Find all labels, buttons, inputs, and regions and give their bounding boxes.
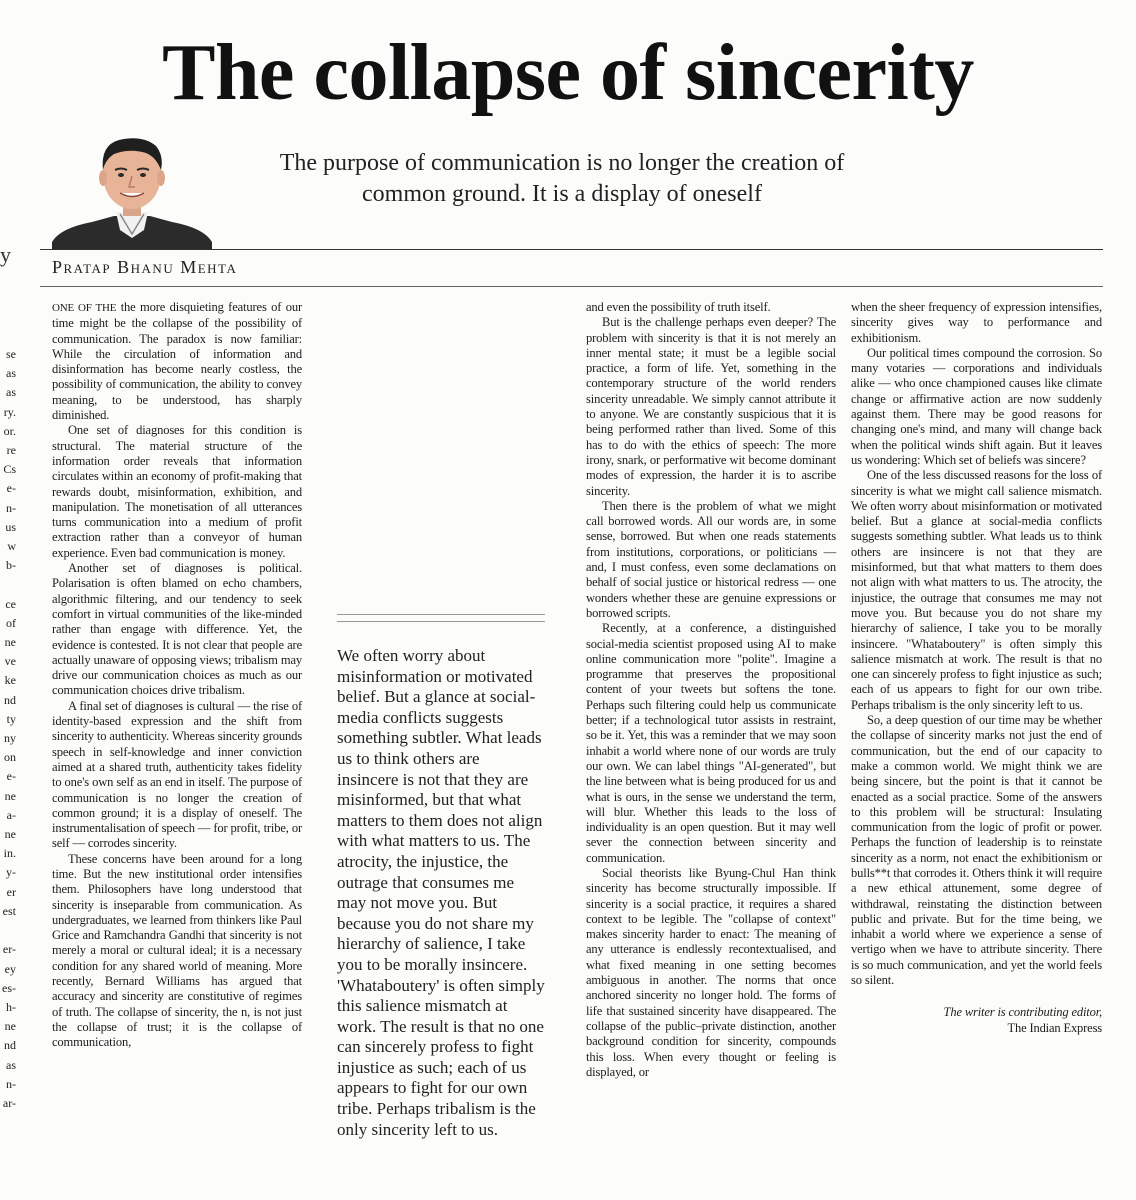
edge-fragment: nd [4, 692, 16, 707]
body-paragraph: Recently, at a conference, a distinguished social-media scientist proposed using AI to make online communication more "polite". Imagine a programme that preserves the propositional content of your tweets but softens the tone. Perhaps such filtering could help us communicate better; if a technological tutor assists in restraint, so be it. Yet, this was a reminder that we may soon inhabit a world where none of our words are truly our own. We can label things "AI-generated", but the line between what is being produced for us and what is ours, in the sense we understand the term, will blur. Whether this leads to the loss of individuality is an open question. But it may well sever the connection between sincerity and communication. [586, 621, 836, 865]
edge-fragment: ce [5, 596, 16, 611]
author-portrait [52, 130, 212, 250]
edge-fragment: re [6, 443, 16, 458]
edge-glyph: y [0, 242, 11, 267]
body-column-4 [851, 300, 1102, 1036]
body-paragraph: One set of diagnoses for this condition is structural. The material structure of the information order reveals that information circulates within an economy of profit-making that rewards doubt, misinformation, exhibition, and manipulation. The monetisation of all utterances turns communication into a medium of profit extraction rather than a conveyor of human experience. Even bad communication is money. [52, 423, 302, 560]
body-paragraph: So, a deep question of our time may be whether the collapse of sincerity marks not just the end of communication, but the end of our capacity to make a common world. We might think we are being sincere, but the point is that it cannot be enacted as a social practice. Some of the answers to this problem will be structural: Insulating communication from the logic of profit or power. Perhaps the function of leadership is to reinstate sincerity as a norm, not enact the exhibitionism or bulls**t that corrodes it. Others think it will require a new ethical attunement, some degree of withdrawal, reinstating the distinction between public and private. But for the time being, we inhabit a world where we experience a sense of vertigo when we have to attribute sincerity. There is so much communication, and yet the world feels so silent. [851, 713, 1102, 988]
body-paragraph: Our political times compound the corrosion. So many votaries — corporations and individuals alike — who once championed causes like climate change or affirmative action are now suddenly against them. There may be good reasons for changing one's mind, and many will change back when the political winds shift again. But it leaves us wondering: Which set of beliefs was sincere? [851, 345, 1102, 467]
edge-fragment: h- [6, 999, 16, 1014]
edge-fragment: ne [4, 788, 16, 803]
edge-fragment: or. [3, 423, 16, 438]
adjacent-column-fragment [0, 345, 16, 1113]
byline: Pratap Bhanu Mehta [52, 257, 238, 277]
body-paragraph: One of the less discussed reasons for the loss of sincerity is what we might call salience mismatch. We often worry about misinformation or motivated belief. But a glance at social-media conflicts suggests something subtler. What leads us to think others are insincere is not that they are misinformed, but that what matters to them does not align with what matters to us. The atrocity, the injustice, the outrage that consumes me may not move you. But because you do not share my hierarchy of salience, I take you to be morally insincere. "Whataboutery" is often simply this salience mismatch at work. The result is that no one can sincerely profess to fight injustice as such; each of us appears to fight for our own tribe. Perhaps tribalism is the only sincerity left to us. [851, 468, 1102, 712]
edge-fragment: as [6, 366, 16, 381]
headline: The collapse of sincerity [162, 29, 974, 117]
body-paragraph: when the sheer frequency of expression intensifies, sincerity gives way to performance and exhibitionism. [851, 300, 1102, 345]
strapline: The purpose of communication is no longer the creation of common ground. It is a display of oneself [279, 150, 845, 207]
edge-fragment: est [2, 903, 16, 918]
pullquote-rule [337, 614, 545, 622]
edge-fragment: nd [4, 1038, 16, 1053]
body-column-3 [586, 300, 836, 1080]
edge-fragment: as [6, 385, 16, 400]
body-column-1 [52, 300, 302, 1051]
edge-fragment: b- [6, 558, 16, 573]
edge-fragment: ar- [2, 1095, 16, 1110]
edge-fragment: ve [4, 654, 16, 669]
edge-fragment: n- [6, 500, 16, 515]
edge-fragment: w [7, 539, 16, 554]
edge-fragment: Cs [3, 462, 16, 477]
edge-fragment: ne [4, 827, 16, 842]
header-rule [40, 249, 1103, 250]
edge-fragment: ty [6, 711, 16, 726]
edge-fragment [0, 921, 16, 940]
body-paragraph [52, 300, 302, 423]
body-paragraph: Social theorists like Byung-Chul Han think sincerity has become structurally impossible. If sincerity is a social practice, it requires a shared context to be legible. The "collapse of context" makes sincerity harder to enact: The meaning of any utterance is endlessly recontextualised, and what fixed meaning in one setting becomes ambiguous in another. The norms that once anchored sincerity no longer hold. The forms of life that sustained sincerity have disappeared. The collapse of the public–private distinction, another background condition for sincerity, compounds this loss. When every thought or feeling is displayed, or [586, 865, 836, 1079]
edge-fragment: ry. [3, 404, 16, 419]
credit-role: The writer is contributing editor, [943, 1005, 1102, 1020]
edge-fragment: ne [4, 635, 16, 650]
edge-fragment: of [6, 615, 16, 630]
edge-fragment: us [5, 519, 16, 534]
edge-fragment: n- [6, 1076, 16, 1091]
edge-fragment: ne [4, 1019, 16, 1034]
edge-fragment: a- [6, 807, 16, 822]
edge-fragment: y- [6, 865, 16, 880]
pullquote: We often worry about misinformation or motivated belief. But a glance at social-media conflicts suggests something subtler. What leads us to think others are insincere is not that they are misinformed, but that what matters to them does not align with what matters to us. The atrocity, the injustice, the outrage that consumes me may not move you. But because you do not share my hierarchy of salience, I take you to be morally insincere. 'Whataboutery' is often simply this salience mismatch at work. The result is that no one can sincerely profess to fight injustice as such; each of us appears to fight for our own tribe. Perhaps tribalism is the only sincerity left to us. [337, 646, 545, 1139]
edge-fragment: in. [3, 846, 16, 861]
edge-fragment: ke [4, 673, 16, 688]
credit-outlet: The Indian Express [1007, 1021, 1102, 1036]
edge-fragment: es- [2, 980, 16, 995]
body-text: the more disquieting features of our time might be the collapse of the possibility of communication. The paradox is now familiar: While the circulation of information and disinformation has become nearly costless, the possibility of communication, the ability to convey meaning, to be understood, has sharply diminished. [52, 300, 302, 423]
body-paragraph: and even the possibility of truth itself. [586, 300, 771, 314]
edge-fragment: on [4, 750, 16, 765]
edge-fragment: se [6, 347, 16, 361]
body-paragraph: A final set of diagnoses is cultural — the rise of identity-based expression and the shift from sincerity to authenticity. Whereas sincerity grounds speech in self-knowledge and inner conviction aimed at a shared truth, authenticity takes fidelity to one's own self as an end in itself. The purpose of communication is no longer the creation of common ground; it is a display of oneself. The instrumentalisation of speech — for profit, tribe, or self — corrodes sincerity. [52, 698, 302, 851]
body-paragraph: These concerns have been around for a long time. But the new institutional order intensifies them. Philosophers have long understood that sincerity is inseparable from communication. As undergraduates, we learned from thinkers like Paul Grice and Ramchandra Gandhi that sincerity is not merely a moral or cultural ideal; it is a necessary condition for any shared world of meaning. More recently, Bernard Williams has argued that accuracy and sincerity are constitutive of regimes of truth. The collapse of sincerity, the n, is not just the collapse of trust; it is the collapse of communication, [52, 851, 302, 1050]
edge-fragment: e- [6, 769, 16, 784]
edge-fragment: er [6, 884, 16, 899]
byline-rule [40, 286, 1103, 287]
body-paragraph: Then there is the problem of what we might call borrowed words. All our words are, in some sense, borrowed. But when one reads statements from institutions, corporations, or politicians — and, I must confess, even some declamations on behalf of social justice or historical redress — one wonders whether these are genuine expressions or borrowed scripts. [586, 498, 836, 620]
body-paragraph: But is the challenge perhaps even deeper? The problem with sincerity is that it is not merely an inner mental state; it must be a legible social practice, a form of life. Yet, something in the contemporary structure of the world renders sincerity unreadable. We simply cannot attribute it to anyone. We are constantly suspicious that it is being performed rather than lived. Some of this has to do with the ethics of speech: The more irony, snark, or performative wit become dominant modes of expression, the harder it is to ascribe sincerity. [586, 315, 836, 498]
body-paragraph: Another set of diagnoses is political. Polarisation is often blamed on echo chambers, algorithmic filtering, and our tendency to seek comfort in virtual communities of the like-minded rather than engage with difference. Yet, the evidence is contested. It is not clear that people are actually unaware of opposing views; tribalism may drive our communication choices as much as our communication choices drive tribalism. [52, 561, 302, 698]
edge-fragment: er- [2, 942, 16, 957]
edge-fragment [0, 575, 16, 594]
edge-fragment: as [6, 1057, 16, 1072]
edge-fragment: ey [4, 961, 16, 976]
pullquote-column [337, 646, 545, 1140]
author-credit [851, 1004, 1102, 1036]
edge-fragment: ny [4, 731, 16, 746]
lead-in: ONE OF THE [52, 302, 117, 314]
edge-fragment: e- [6, 481, 16, 496]
